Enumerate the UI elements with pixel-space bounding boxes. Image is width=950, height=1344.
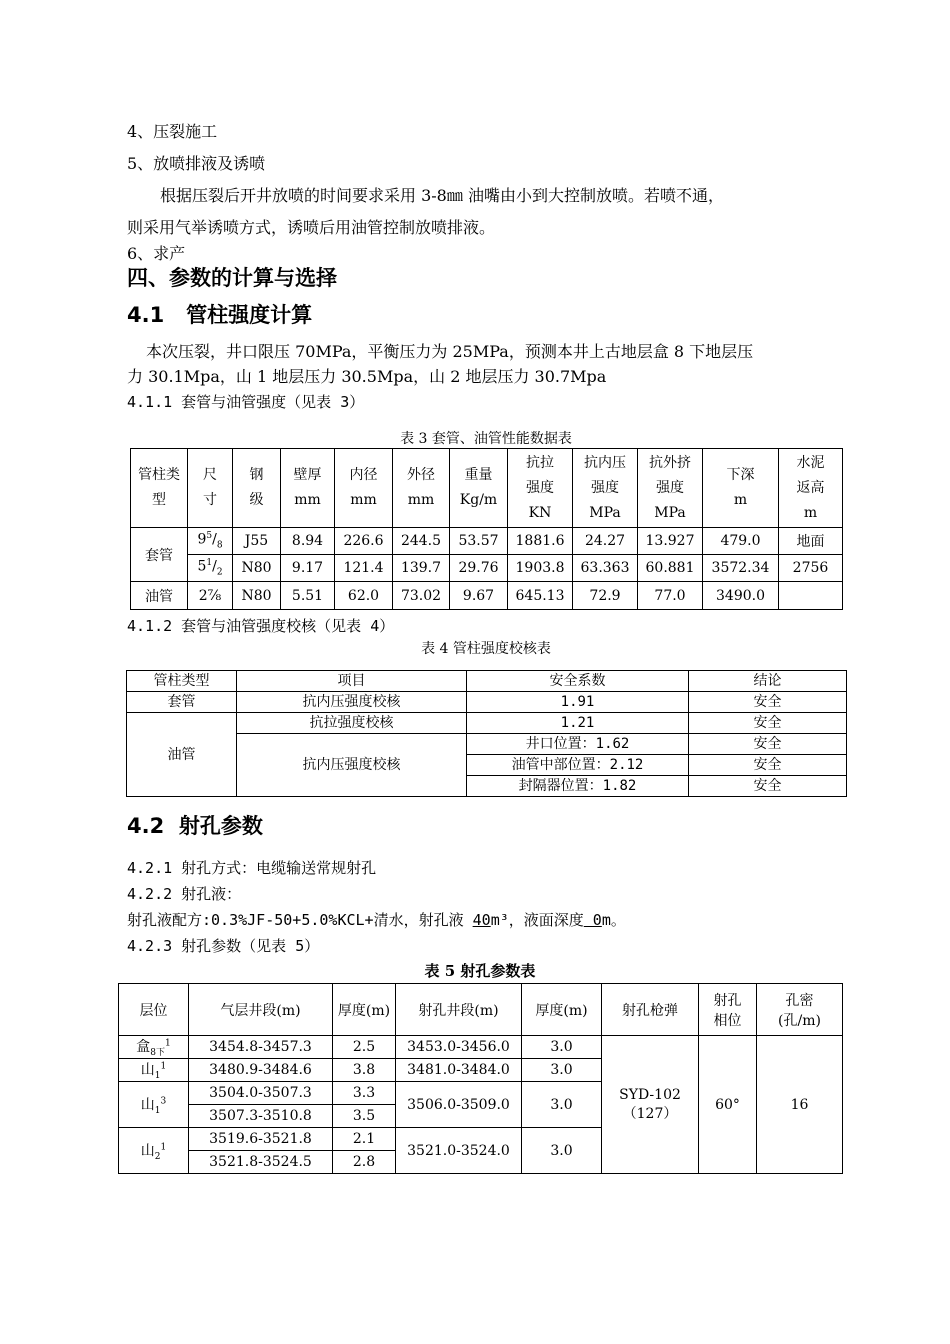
table-cell: 3.0 [522, 1128, 602, 1174]
table-cell: N80 [233, 582, 281, 610]
table-cell: 安全 [689, 776, 847, 797]
table-cell: 121.4 [335, 555, 393, 582]
header-cell: 尺 寸 [188, 449, 233, 528]
table-cell: 3506.0-3509.0 [396, 1082, 522, 1128]
table-cell: 油管中部位置：2.12 [467, 755, 689, 776]
table-cell: 3454.8-3457.3 [189, 1036, 333, 1059]
header-cell: 壁厚 mm [281, 449, 335, 528]
table-caption: 表 3 套管、油管性能数据表 [400, 431, 572, 447]
header-cell: 外径 mm [393, 449, 450, 528]
table-cell: 53.57 [450, 528, 508, 555]
table-cell: 抗内压强度校核 [237, 692, 467, 713]
table-cell: 244.5 [393, 528, 450, 555]
table-cell: 3.3 [333, 1082, 396, 1105]
layer-cell: 山$_1^3$ [119, 1082, 189, 1128]
strength-check-table [126, 670, 847, 797]
text-line: 本次压裂，井口限压 70MPa，平衡压力为 25MPa，预测本井上古地层盒 8 下地层压 [146, 342, 754, 361]
table-cell: 3521.0-3524.0 [396, 1128, 522, 1174]
header-cell: 厚度(m) [522, 984, 602, 1036]
header-cell: 安全系数 [467, 671, 689, 692]
table-cell: 77.0 [638, 582, 703, 610]
table-cell: 9.67 [450, 582, 508, 610]
table-cell: 抗内压强度校核 [237, 734, 467, 797]
gun-cell: SYD-102 （127） [602, 1036, 699, 1174]
table-cell: 73.02 [393, 582, 450, 610]
table-cell: 3.5 [333, 1105, 396, 1128]
table-cell: 安全 [689, 734, 847, 755]
header-cell: 重量 Kg/m [450, 449, 508, 528]
header-cell: 层位 [119, 984, 189, 1036]
table-cell: 1.21 [467, 713, 689, 734]
header-cell: 抗内压 强度 MPa [573, 449, 638, 528]
text-line: 5、放喷排液及诱喷 [127, 154, 266, 173]
table-cell: 井口位置：1.62 [467, 734, 689, 755]
table-cell: N80 [233, 555, 281, 582]
header-cell: 抗拉 强度 KN [508, 449, 573, 528]
table-caption: 表 4 管柱强度校核表 [421, 641, 551, 657]
formula-line: 射孔液配方:0.3%JF-50+5.0%KCL+清水，射孔液 40m³，液面深度 0m。 [127, 911, 626, 929]
text-line: 4、压裂施工 [127, 122, 218, 141]
table-cell: 226.6 [335, 528, 393, 555]
header-cell: 结论 [689, 671, 847, 692]
table-cell: 8.94 [281, 528, 335, 555]
table-cell: 2.1 [333, 1128, 396, 1151]
table-cell: 29.76 [450, 555, 508, 582]
row-label: 油管 [131, 582, 188, 610]
row-label: 套管 [131, 528, 188, 582]
table-cell: 2.5 [333, 1036, 396, 1059]
table-cell: 62.0 [335, 582, 393, 610]
table-cell: 645.13 [508, 582, 573, 610]
header-cell: 项目 [237, 671, 467, 692]
table-cell: 3480.9-3484.6 [189, 1059, 333, 1082]
size-cell: $9^5/_8$ [188, 528, 233, 555]
table-cell: 1881.6 [508, 528, 573, 555]
table-cell: 3.8 [333, 1059, 396, 1082]
header-cell: 钢 级 [233, 449, 281, 528]
header-cell: 管柱类 型 [131, 449, 188, 528]
table-cell: 3.0 [522, 1059, 602, 1082]
table-cell: 3519.6-3521.8 [189, 1128, 333, 1151]
text-line: 则采用气举诱喷方式，诱喷后用油管控制放喷排液。 [127, 218, 496, 237]
table-cell: 2756 [779, 555, 843, 582]
header-cell: 孔密 (孔/m) [757, 984, 843, 1036]
table-cell: 安全 [689, 713, 847, 734]
text-line: 6、求产 [127, 244, 186, 263]
table-cell: 5.51 [281, 582, 335, 610]
table-cell: 3490.0 [703, 582, 779, 610]
layer-cell: 山$_1^1$ [119, 1059, 189, 1082]
table-cell: 抗拉强度校核 [237, 713, 467, 734]
subsection-title: 4.2.3 射孔参数（见表 5） [127, 937, 320, 955]
table-cell: 3504.0-3507.3 [189, 1082, 333, 1105]
table-cell: 3.0 [522, 1036, 602, 1059]
text-line: 力 30.1Mpa，山 1 地层压力 30.5Mpa，山 2 地层压力 30.7Mpa [127, 367, 607, 386]
table-cell: 24.27 [573, 528, 638, 555]
header-cell: 厚度(m) [333, 984, 396, 1036]
layer-cell: 山$_2^1$ [119, 1128, 189, 1174]
table-cell: 72.9 [573, 582, 638, 610]
table-cell: 479.0 [703, 528, 779, 555]
table-cell: 封隔器位置：1.82 [467, 776, 689, 797]
table-cell: 套管 [127, 692, 237, 713]
text-line: 根据压裂后开井放喷的时间要求采用 3-8㎜ 油嘴由小到大控制放喷。若喷不通， [160, 186, 724, 205]
table-cell: 安全 [689, 755, 847, 776]
size-cell: $5^1/_2$ [188, 555, 233, 582]
table-cell: 3572.34 [703, 555, 779, 582]
table-cell: 1903.8 [508, 555, 573, 582]
header-cell: 内径 mm [335, 449, 393, 528]
table-cell: 2⅞ [188, 582, 233, 610]
section-heading: 4.1 管柱强度计算 [127, 303, 313, 327]
layer-cell: 盒$_{8下}^1$ [119, 1036, 189, 1059]
table-cell: 60.881 [638, 555, 703, 582]
section-heading: 四、参数的计算与选择 [127, 266, 337, 290]
header-cell: 射孔 相位 [699, 984, 757, 1036]
table-cell: 9.17 [281, 555, 335, 582]
header-cell: 管柱类型 [127, 671, 237, 692]
table-cell: 16 [757, 1036, 843, 1174]
table-cell: 油管 [127, 713, 237, 797]
header-cell: 下深 m [703, 449, 779, 528]
table-cell: 13.927 [638, 528, 703, 555]
subsection-title: 4.2.2 射孔液： [127, 885, 242, 903]
subsection-title: 4.1.1 套管与油管强度（见表 3） [127, 393, 365, 411]
header-cell: 射孔井段(m) [396, 984, 522, 1036]
table-cell: J55 [233, 528, 281, 555]
table-cell: 1.91 [467, 692, 689, 713]
table-cell: 3481.0-3484.0 [396, 1059, 522, 1082]
subsection-title: 4.2.1 射孔方式：电缆输送常规射孔 [127, 859, 377, 877]
casing-tubing-table [130, 448, 843, 610]
table-cell: 3521.8-3524.5 [189, 1151, 333, 1174]
header-cell: 水泥 返高 m [779, 449, 843, 528]
perforation-table [118, 983, 843, 1174]
table-cell [779, 582, 843, 610]
section-heading: 4.2 射孔参数 [127, 814, 263, 838]
table-cell: 安全 [689, 692, 847, 713]
table-caption: 表 5 射孔参数表 [424, 962, 536, 980]
header-cell: 气层井段(m) [189, 984, 333, 1036]
header-cell: 抗外挤 强度 MPa [638, 449, 703, 528]
table-cell: 63.363 [573, 555, 638, 582]
subsection-title: 4.1.2 套管与油管强度校核（见表 4） [127, 617, 395, 635]
table-cell: 60° [699, 1036, 757, 1174]
table-cell: 139.7 [393, 555, 450, 582]
table-cell: 2.8 [333, 1151, 396, 1174]
table-cell: 3453.0-3456.0 [396, 1036, 522, 1059]
header-cell: 射孔枪弹 [602, 984, 699, 1036]
table-cell: 3.0 [522, 1082, 602, 1128]
table-cell: 3507.3-3510.8 [189, 1105, 333, 1128]
table-cell: 地面 [779, 528, 843, 555]
